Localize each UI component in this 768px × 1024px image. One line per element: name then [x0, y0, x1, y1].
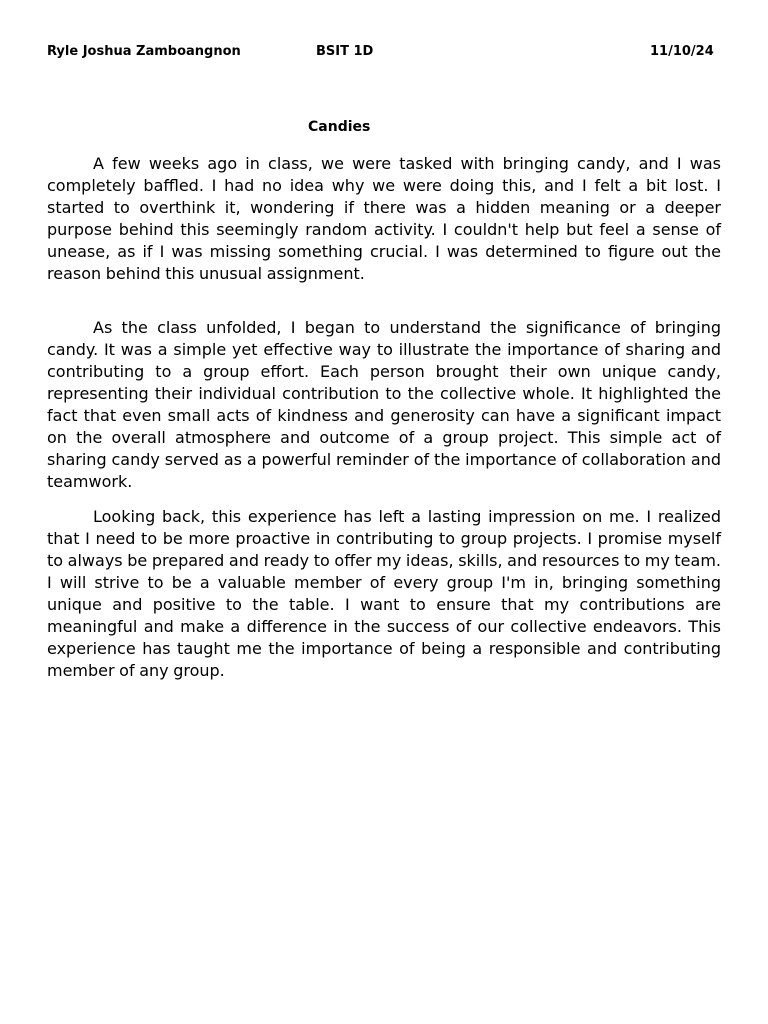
paragraph-1: A few weeks ago in class, we were tasked with bringing candy, and I was completely baffled. I had no idea why we were doing this, and I felt a bit lost. I started to overthink it, wondering if there was a hidden meaning or a deeper purpose behind this seemingly random activity. I couldn't help but feel a sense of unease, as if I was missing something crucial. I was determined to figure out the reason behind this unusual assignment. — [47, 154, 721, 283]
author-name: Ryle Joshua Zamboangnon — [47, 44, 241, 59]
class-section: BSIT 1D — [316, 44, 374, 59]
document-date: 11/10/24 — [650, 44, 714, 59]
document-title: Candies — [308, 119, 371, 135]
paragraph-3: Looking back, this experience has left a lasting impression on me. I realized that I need to be more proactive in contributing to group projects. I promise myself to always be prepared and ready to offer my ideas, skills, and resources to my team. I will strive to be a valuable member of every group I'm in, bringing something unique and positive to the table. I want to ensure that my contributions are meaningful and make a difference in the success of our collective endeavors. This experience has taught me the importance of being a responsible and contributing member of any group. — [47, 507, 721, 680]
paragraph-2: As the class unfolded, I began to understand the significance of bringing candy. It was a simple yet effective way to illustrate the importance of sharing and contributing to a group effort. Each person brought their own unique candy, representing their individual contribution to the collective whole. It highlighted the fact that even small acts of kindness and generosity can have a significant impact on the overall atmosphere and outcome of a group project. This simple act of sharing candy served as a powerful reminder of the importance of collaboration and teamwork. — [47, 318, 721, 491]
